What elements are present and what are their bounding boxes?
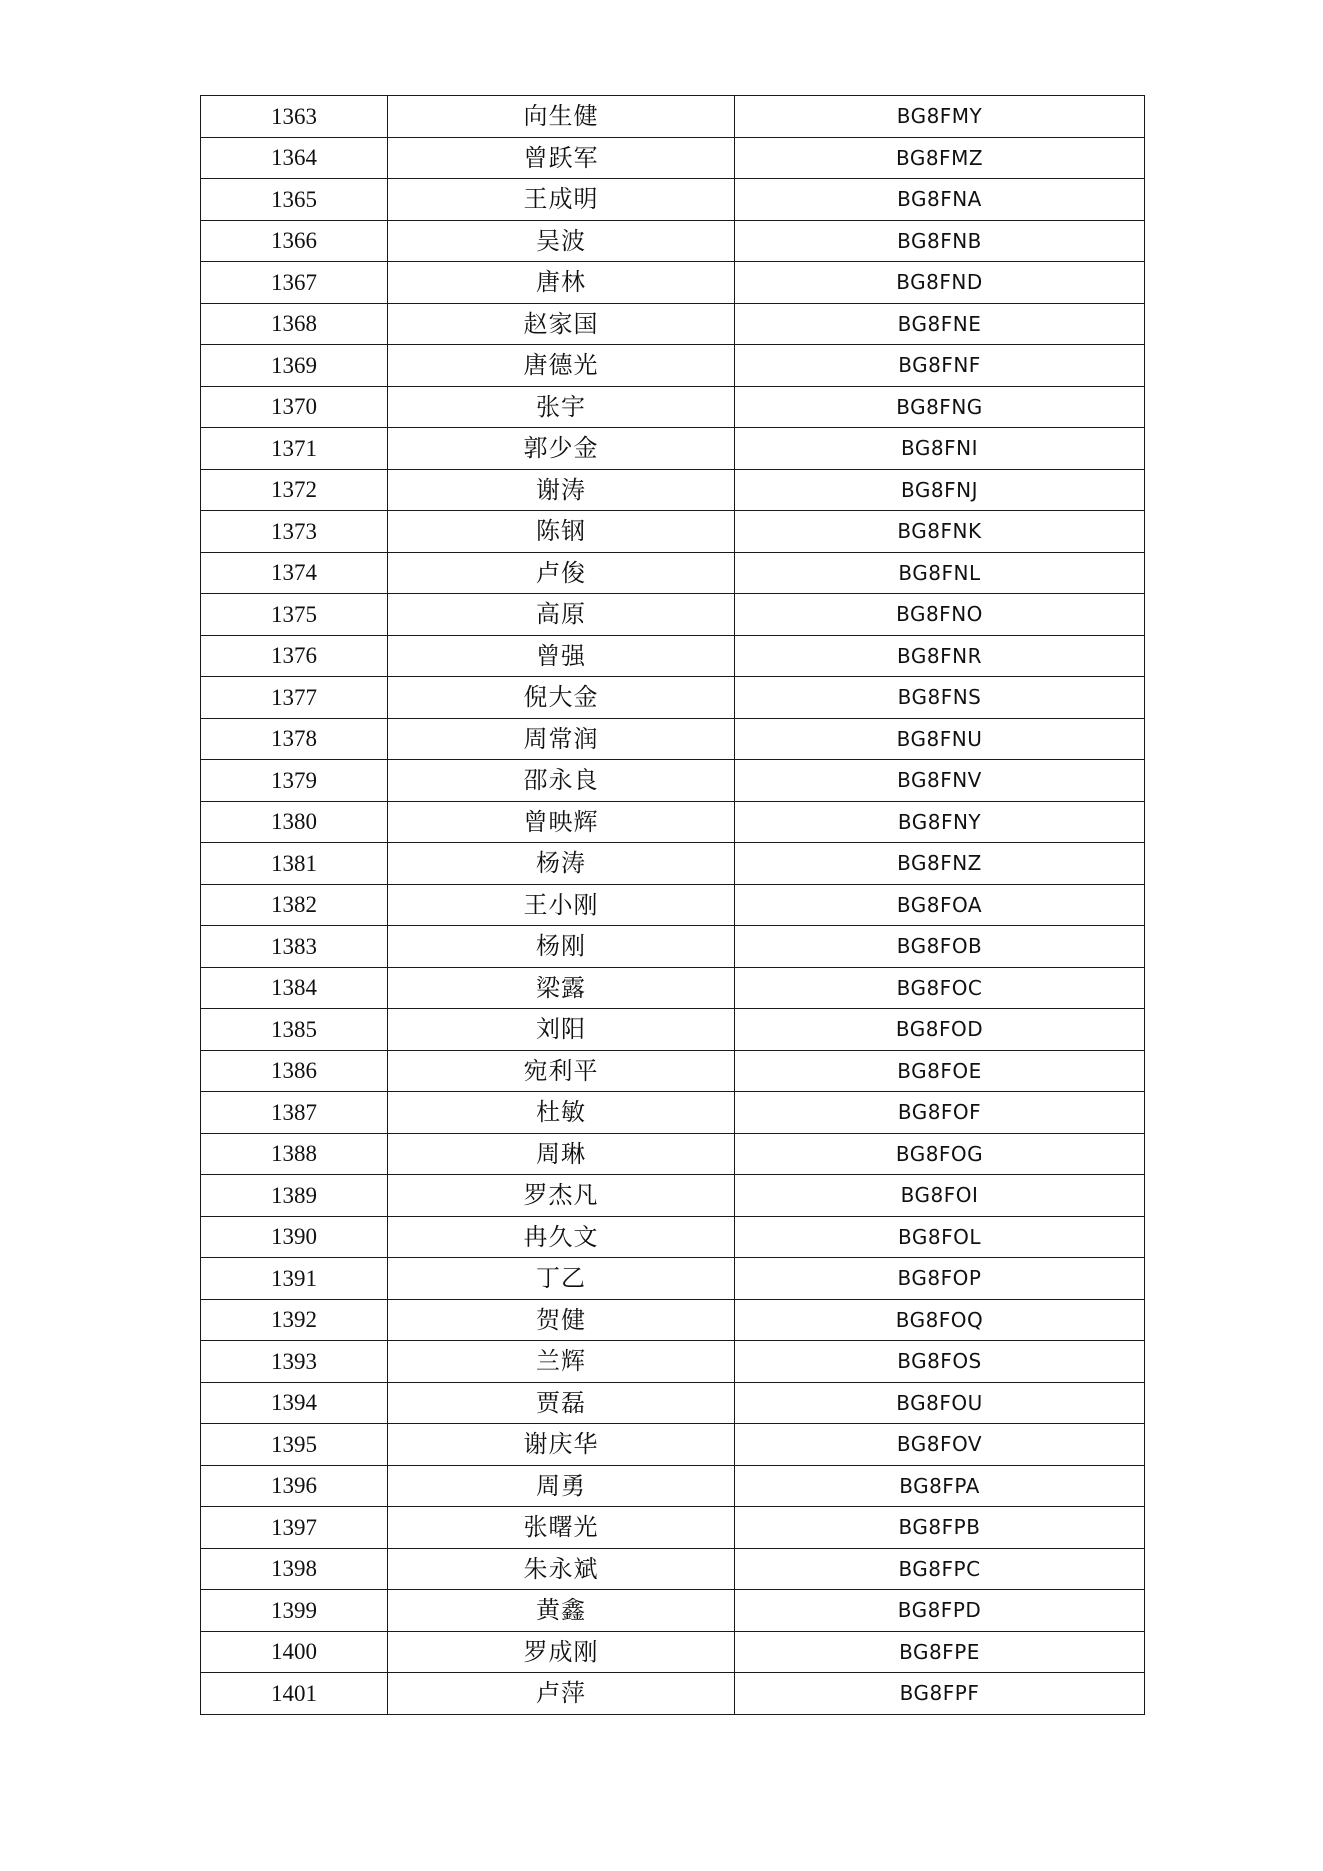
operator-name-cell: 曾强 (388, 635, 735, 677)
callsign-cell: BG8FND (735, 262, 1145, 304)
table-row (201, 386, 1145, 428)
serial-number-cell: 1367 (201, 262, 388, 304)
callsign-cell: BG8FOP (735, 1258, 1145, 1300)
callsign-cell: BG8FNY (735, 801, 1145, 843)
operator-name-cell: 唐林 (388, 262, 735, 304)
table-row (201, 345, 1145, 387)
callsign-cell: BG8FNL (735, 552, 1145, 594)
operator-name-cell: 周常润 (388, 718, 735, 760)
callsign-cell: BG8FPD (735, 1590, 1145, 1632)
serial-number-cell: 1399 (201, 1590, 388, 1632)
callsign-cell: BG8FNA (735, 179, 1145, 221)
operator-name-cell: 罗杰凡 (388, 1175, 735, 1217)
serial-number-cell: 1388 (201, 1133, 388, 1175)
callsign-cell: BG8FNS (735, 677, 1145, 719)
callsign-cell: BG8FOB (735, 926, 1145, 968)
operator-name-cell: 黄鑫 (388, 1590, 735, 1632)
table-row (201, 635, 1145, 677)
callsign-cell: BG8FOQ (735, 1299, 1145, 1341)
table-row (201, 1175, 1145, 1217)
table-row (201, 1548, 1145, 1590)
table-row (201, 262, 1145, 304)
operator-name-cell: 贺健 (388, 1299, 735, 1341)
callsign-cell: BG8FOF (735, 1092, 1145, 1134)
operator-name-cell: 向生健 (388, 96, 735, 138)
table-row (201, 469, 1145, 511)
callsign-cell: BG8FOE (735, 1050, 1145, 1092)
table-row (201, 1050, 1145, 1092)
serial-number-cell: 1384 (201, 967, 388, 1009)
callsign-cell: BG8FPE (735, 1631, 1145, 1673)
callsign-cell: BG8FNI (735, 428, 1145, 470)
operator-name-cell: 倪大金 (388, 677, 735, 719)
table-row (201, 843, 1145, 885)
serial-number-cell: 1378 (201, 718, 388, 760)
serial-number-cell: 1383 (201, 926, 388, 968)
table-row (201, 677, 1145, 719)
operator-name-cell: 卢俊 (388, 552, 735, 594)
serial-number-cell: 1375 (201, 594, 388, 636)
table-row (201, 137, 1145, 179)
serial-number-cell: 1364 (201, 137, 388, 179)
operator-name-cell: 宛利平 (388, 1050, 735, 1092)
operator-name-cell: 梁露 (388, 967, 735, 1009)
serial-number-cell: 1368 (201, 303, 388, 345)
table-row (201, 718, 1145, 760)
callsign-cell: BG8FNB (735, 220, 1145, 262)
serial-number-cell: 1395 (201, 1424, 388, 1466)
callsign-cell: BG8FPF (735, 1673, 1145, 1715)
serial-number-cell: 1372 (201, 469, 388, 511)
operator-name-cell: 刘阳 (388, 1009, 735, 1051)
serial-number-cell: 1398 (201, 1548, 388, 1590)
callsign-cell: BG8FPB (735, 1507, 1145, 1549)
table-row (201, 1341, 1145, 1383)
callsign-cell: BG8FOI (735, 1175, 1145, 1217)
callsign-cell: BG8FNU (735, 718, 1145, 760)
table-row (201, 884, 1145, 926)
table-row (201, 1382, 1145, 1424)
serial-number-cell: 1394 (201, 1382, 388, 1424)
operator-name-cell: 杜敏 (388, 1092, 735, 1134)
serial-number-cell: 1390 (201, 1216, 388, 1258)
serial-number-cell: 1373 (201, 511, 388, 553)
callsign-cell: BG8FMY (735, 96, 1145, 138)
callsign-cell: BG8FNE (735, 303, 1145, 345)
serial-number-cell: 1385 (201, 1009, 388, 1051)
serial-number-cell: 1387 (201, 1092, 388, 1134)
table-row (201, 1216, 1145, 1258)
serial-number-cell: 1391 (201, 1258, 388, 1300)
callsign-table-body (201, 96, 1145, 1715)
operator-name-cell: 王成明 (388, 179, 735, 221)
serial-number-cell: 1369 (201, 345, 388, 387)
serial-number-cell: 1381 (201, 843, 388, 885)
callsign-cell: BG8FNZ (735, 843, 1145, 885)
table-row (201, 1590, 1145, 1632)
serial-number-cell: 1365 (201, 179, 388, 221)
operator-name-cell: 卢萍 (388, 1673, 735, 1715)
serial-number-cell: 1370 (201, 386, 388, 428)
table-row (201, 1424, 1145, 1466)
operator-name-cell: 杨刚 (388, 926, 735, 968)
operator-name-cell: 陈钢 (388, 511, 735, 553)
callsign-cell: BG8FOL (735, 1216, 1145, 1258)
callsign-cell: BG8FOA (735, 884, 1145, 926)
table-row (201, 1673, 1145, 1715)
operator-name-cell: 曾映辉 (388, 801, 735, 843)
table-row (201, 1507, 1145, 1549)
serial-number-cell: 1401 (201, 1673, 388, 1715)
operator-name-cell: 朱永斌 (388, 1548, 735, 1590)
callsign-cell: BG8FOG (735, 1133, 1145, 1175)
operator-name-cell: 唐德光 (388, 345, 735, 387)
operator-name-cell: 谢涛 (388, 469, 735, 511)
serial-number-cell: 1393 (201, 1341, 388, 1383)
table-row (201, 967, 1145, 1009)
table-row (201, 1299, 1145, 1341)
table-row (201, 552, 1145, 594)
table-row (201, 220, 1145, 262)
callsign-cell: BG8FOV (735, 1424, 1145, 1466)
table-row (201, 1092, 1145, 1134)
callsign-cell: BG8FNR (735, 635, 1145, 677)
operator-name-cell: 王小刚 (388, 884, 735, 926)
table-row (201, 760, 1145, 802)
table-row (201, 1465, 1145, 1507)
operator-name-cell: 贾磊 (388, 1382, 735, 1424)
serial-number-cell: 1392 (201, 1299, 388, 1341)
operator-name-cell: 周勇 (388, 1465, 735, 1507)
operator-name-cell: 曾跃军 (388, 137, 735, 179)
callsign-cell: BG8FNV (735, 760, 1145, 802)
serial-number-cell: 1397 (201, 1507, 388, 1549)
callsign-cell: BG8FNG (735, 386, 1145, 428)
callsign-cell: BG8FNK (735, 511, 1145, 553)
callsign-cell: BG8FPC (735, 1548, 1145, 1590)
callsign-cell: BG8FOU (735, 1382, 1145, 1424)
operator-name-cell: 高原 (388, 594, 735, 636)
callsign-cell: BG8FOD (735, 1009, 1145, 1051)
callsign-cell: BG8FNF (735, 345, 1145, 387)
table-row (201, 428, 1145, 470)
operator-name-cell: 丁乙 (388, 1258, 735, 1300)
callsign-cell: BG8FNJ (735, 469, 1145, 511)
callsign-cell: BG8FOS (735, 1341, 1145, 1383)
table-row (201, 1009, 1145, 1051)
callsign-cell: BG8FMZ (735, 137, 1145, 179)
table-row (201, 511, 1145, 553)
serial-number-cell: 1363 (201, 96, 388, 138)
table-row (201, 594, 1145, 636)
table-row (201, 1631, 1145, 1673)
serial-number-cell: 1374 (201, 552, 388, 594)
serial-number-cell: 1389 (201, 1175, 388, 1217)
serial-number-cell: 1386 (201, 1050, 388, 1092)
operator-name-cell: 谢庆华 (388, 1424, 735, 1466)
operator-name-cell: 张宇 (388, 386, 735, 428)
serial-number-cell: 1366 (201, 220, 388, 262)
callsign-cell: BG8FOC (735, 967, 1145, 1009)
operator-name-cell: 罗成刚 (388, 1631, 735, 1673)
serial-number-cell: 1396 (201, 1465, 388, 1507)
operator-name-cell: 兰辉 (388, 1341, 735, 1383)
serial-number-cell: 1380 (201, 801, 388, 843)
operator-name-cell: 冉久文 (388, 1216, 735, 1258)
table-row (201, 96, 1145, 138)
operator-name-cell: 赵家国 (388, 303, 735, 345)
callsign-table (200, 95, 1145, 1715)
serial-number-cell: 1382 (201, 884, 388, 926)
table-row (201, 1133, 1145, 1175)
table-row (201, 179, 1145, 221)
callsign-cell: BG8FNO (735, 594, 1145, 636)
serial-number-cell: 1379 (201, 760, 388, 802)
operator-name-cell: 邵永良 (388, 760, 735, 802)
serial-number-cell: 1376 (201, 635, 388, 677)
table-row (201, 926, 1145, 968)
serial-number-cell: 1371 (201, 428, 388, 470)
operator-name-cell: 周琳 (388, 1133, 735, 1175)
operator-name-cell: 张曙光 (388, 1507, 735, 1549)
serial-number-cell: 1400 (201, 1631, 388, 1673)
operator-name-cell: 吴波 (388, 220, 735, 262)
operator-name-cell: 郭少金 (388, 428, 735, 470)
table-row (201, 801, 1145, 843)
table-row (201, 1258, 1145, 1300)
table-row (201, 303, 1145, 345)
serial-number-cell: 1377 (201, 677, 388, 719)
callsign-cell: BG8FPA (735, 1465, 1145, 1507)
operator-name-cell: 杨涛 (388, 843, 735, 885)
